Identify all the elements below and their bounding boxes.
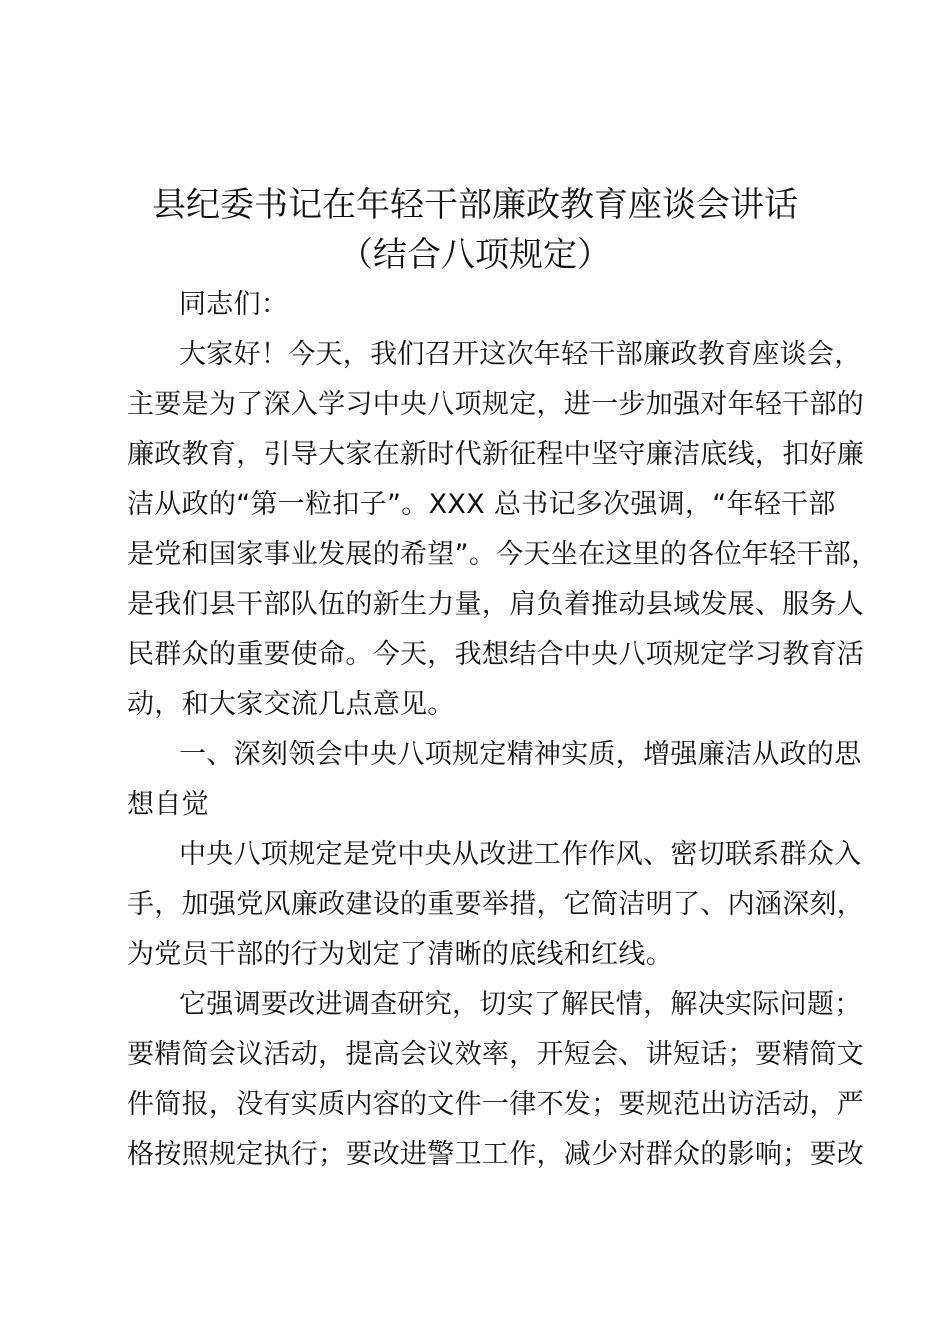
paragraph-line: 洁从政的“第一粒扣子”。XXX 总书记多次强调，“年轻干部 [127, 489, 836, 520]
paragraph-line: 主要是为了深入学习中央八项规定，进一步加强对年轻干部的 [127, 389, 865, 420]
paragraph-line: 民群众的重要使命。今天，我想结合中央八项规定学习教育活 [127, 639, 865, 670]
section-heading-line: 想自觉 [127, 789, 209, 820]
document-subtitle: （结合八项规定） [339, 235, 611, 275]
paragraph-line: 是党和国家事业发展的希望”。今天坐在这里的各位年轻干部， [127, 539, 879, 570]
paragraph-line: 是我们县干部队伍的新生力量，肩负着推动县域发展、服务人 [127, 589, 865, 620]
paragraph-line: 大家好！今天，我们召开这次年轻干部廉政教育座谈会， [179, 339, 862, 370]
document-body [127, 280, 879, 1180]
section-heading-line: 一、深刻领会中央八项规定精神实质，增强廉洁从政的思 [179, 739, 862, 770]
paragraph-line: 件简报，没有实质内容的文件一律不发；要规范出访活动，严 [127, 1089, 865, 1120]
paragraph-line: 为党员干部的行为划定了清晰的底线和红线。 [127, 939, 673, 970]
document-title: 县纪委书记在年轻干部廉政教育座谈会讲话 [152, 185, 798, 225]
paragraph-line: 要精简会议活动，提高会议效率，开短会、讲短话；要精简文 [127, 1039, 865, 1070]
paragraph-line: 格按照规定执行；要改进警卫工作，减少对群众的影响；要改 [127, 1139, 865, 1170]
salutation: 同志们： [179, 289, 289, 320]
paragraph-line: 中央八项规定是党中央从改进工作作风、密切联系群众入 [179, 839, 862, 870]
paragraph-line: 动，和大家交流几点意见。 [127, 689, 455, 720]
paragraph-line: 它强调要改进调查研究，切实了解民情，解决实际问题； [179, 989, 862, 1020]
paragraph-line: 廉政教育，引导大家在新时代新征程中坚守廉洁底线，扣好廉 [127, 439, 865, 470]
paragraph-line: 手，加强党风廉政建设的重要举措，它简洁明了、内涵深刻， [127, 889, 865, 920]
